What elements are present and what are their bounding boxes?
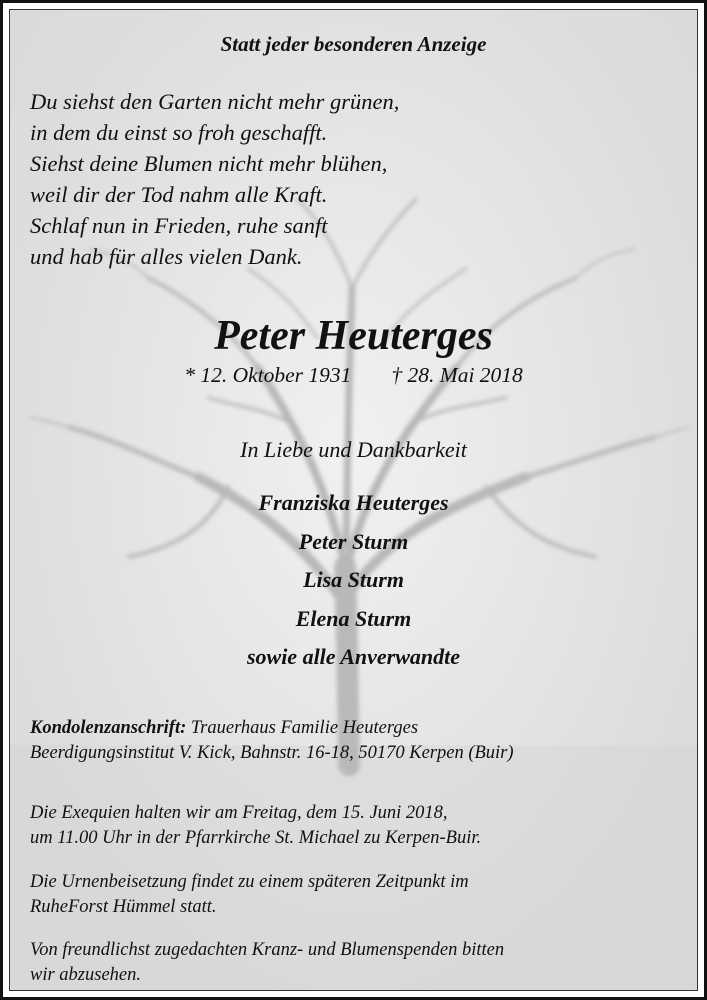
- family-member: Peter Sturm: [298, 529, 409, 554]
- condolence-house: Trauerhaus Familie Heuterges: [186, 718, 419, 738]
- death-date: † 28. Mai 2018: [391, 363, 523, 387]
- condolence-funeral-home: Beerdigungsinstitut V. Kick, Bahnstr. 16-18, 50170 Kerpen (Buir): [30, 743, 514, 763]
- family-relatives: sowie alle Anverwandte: [246, 644, 461, 669]
- deceased-name: Peter Heuterges: [214, 313, 493, 359]
- notice-line: Die Exequien halten wir am Freitag, dem 15. Juni 2018,: [30, 803, 448, 823]
- notice-line: Von freundlichst zugedachten Kranz- und Blumenspenden bitten: [30, 940, 505, 960]
- family-member: Elena Sturm: [295, 606, 412, 631]
- poem-line: Siehst deine Blumen nicht mehr blühen,: [30, 151, 388, 176]
- notice-frame: [9, 9, 698, 991]
- dedication: In Liebe und Dankbarkeit: [240, 437, 467, 462]
- family-member: Lisa Sturm: [303, 567, 404, 592]
- notice-line: wir abzusehen.: [30, 965, 141, 985]
- poem-line: Du siehst den Garten nicht mehr grünen,: [30, 89, 400, 114]
- family-member: Franziska Heuterges: [258, 490, 449, 515]
- notice-header: Statt jeder besonderen Anzeige: [220, 32, 487, 56]
- poem-line: in dem du einst so froh geschafft.: [30, 120, 328, 145]
- poem-line: Schlaf nun in Frieden, ruhe sanft: [30, 213, 328, 238]
- life-dates: [10, 363, 697, 388]
- birth-date: * 12. Oktober 1931: [184, 363, 352, 387]
- condolence-address: [30, 716, 418, 741]
- notice-line: um 11.00 Uhr in der Pfarrkirche St. Michael zu Kerpen-Buir.: [30, 828, 482, 848]
- condolence-label: Kondolenzanschrift:: [30, 718, 187, 738]
- poem-line: weil dir der Tod nahm alle Kraft.: [30, 182, 328, 207]
- notice-line: Die Urnenbeisetzung findet zu einem späteren Zeitpunkt im: [30, 872, 469, 892]
- notice-line: RuheForst Hümmel statt.: [30, 897, 217, 917]
- poem-line: und hab für alles vielen Dank.: [30, 244, 303, 269]
- poem: [30, 86, 399, 272]
